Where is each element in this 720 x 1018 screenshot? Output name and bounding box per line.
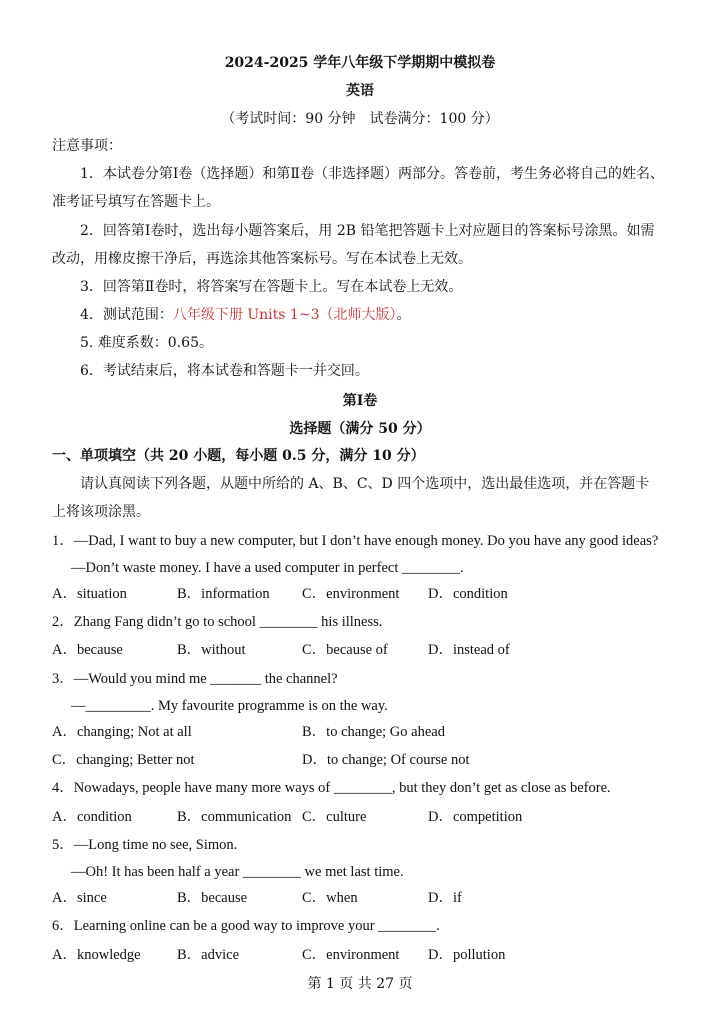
note-4-range: 八年级下册 Units 1~3（北师大版） <box>172 307 397 323</box>
question-3-response: —_________. My favourite programme is on the way. <box>71 698 388 714</box>
question-5-stem: 5．—Long time no see, Simon. <box>52 837 238 853</box>
volume-title: 第Ⅰ卷 <box>342 393 378 409</box>
section-title: 选择题（满分 50 分） <box>289 421 431 437</box>
question-6-option-c: C．environment <box>302 947 400 963</box>
question-1-option-b: B．information <box>177 586 270 602</box>
question-5-option-c: C．when <box>302 890 358 906</box>
question-2-option-c: C．because of <box>302 642 388 658</box>
question-2-option-b: B．without <box>177 642 246 658</box>
subject-title: 英语 <box>346 83 374 99</box>
question-2-option-d: D．instead of <box>428 642 510 658</box>
question-4-option-c: C．culture <box>302 809 367 825</box>
note-3: 3．回答第Ⅱ卷时，将答案写在答题卡上。写在本试卷上无效。 <box>80 279 463 295</box>
question-3-stem: 3．—Would you mind me _______ the channel? <box>52 671 338 687</box>
question-2-option-a: A．because <box>52 642 123 658</box>
note-4 <box>52 305 680 325</box>
instruction-line-2: 上将该项涂黑。 <box>52 504 150 520</box>
question-5-option-a: A．since <box>52 890 107 906</box>
page-footer: 第 1 页 共 27 页 <box>307 976 413 992</box>
note-4-suffix: 。 <box>396 307 411 323</box>
part1-heading: 一、单项填空（共 20 小题，每小题 0.5 分，满分 10 分） <box>52 448 425 464</box>
question-4-option-b: B．communication <box>177 809 292 825</box>
question-4-stem: 4．Nowadays, people have many more ways of ________, but they don’t get as close as before. <box>52 780 611 796</box>
question-1-option-c: C．environment <box>302 586 400 602</box>
question-6-option-a: A．knowledge <box>52 947 141 963</box>
note-2-line-2: 改动，用橡皮擦干净后，再选涂其他答案标号。写在本试卷上无效。 <box>52 251 472 267</box>
note-4-prefix: 4．测试范围： <box>80 307 173 323</box>
question-4-option-d: D．competition <box>428 809 523 825</box>
note-5: 5. 难度系数：0.65。 <box>80 335 213 351</box>
note-6: 6．考试结束后，将本试卷和答题卡一并交回。 <box>80 363 369 379</box>
question-5-response: —Oh! It has been half a year ________ we met last time. <box>71 864 404 880</box>
exam-title: 2024-2025 学年八年级下学期期中模拟卷 <box>224 55 496 71</box>
question-3-option-a: A．changing; Not at all <box>52 724 192 740</box>
question-6-option-d: D．pollution <box>428 947 506 963</box>
question-5-option-d: D．if <box>428 890 462 906</box>
notes-heading: 注意事项： <box>52 138 122 154</box>
instruction-line-1: 请认真阅读下列各题，从题中所给的 A、B、C、D 四个选项中，选出最佳选项，并在答题卡 <box>80 476 650 492</box>
question-6-stem: 6．Learning online can be a good way to improve your ________. <box>52 918 440 934</box>
note-1-line-2: 准考证号填写在答题卡上。 <box>52 194 220 210</box>
exam-info: （考试时间：90 分钟 试卷满分：100 分） <box>221 111 499 127</box>
question-3-option-c: C．changing; Better not <box>52 752 195 768</box>
note-1-line-1: 1．本试卷分第Ⅰ卷（选择题）和第Ⅱ卷（非选择题）两部分。答卷前，考生务必将自己的姓名、 <box>80 166 664 182</box>
question-6-option-b: B．advice <box>177 947 240 963</box>
question-5-option-b: B．because <box>177 890 248 906</box>
question-2-stem: 2．Zhang Fang didn’t go to school ________ his illness. <box>52 614 383 630</box>
note-2-line-1: 2．回答第Ⅰ卷时，选出每小题答案后，用 2B 铅笔把答题卡上对应题目的答案标号涂黑。如需 <box>80 223 655 239</box>
question-3-option-d: D．to change; Of course not <box>302 752 470 768</box>
question-1-option-a: A．situation <box>52 586 127 602</box>
question-1-option-d: D．condition <box>428 586 508 602</box>
question-4-option-a: A．condition <box>52 809 132 825</box>
question-1-response: —Don’t waste money. I have a used computer in perfect ________. <box>71 560 464 576</box>
question-1-stem: 1．—Dad, I want to buy a new computer, but I don’t have enough money. Do you have any good ideas? <box>52 533 659 549</box>
question-3-option-b: B．to change; Go ahead <box>302 724 445 740</box>
